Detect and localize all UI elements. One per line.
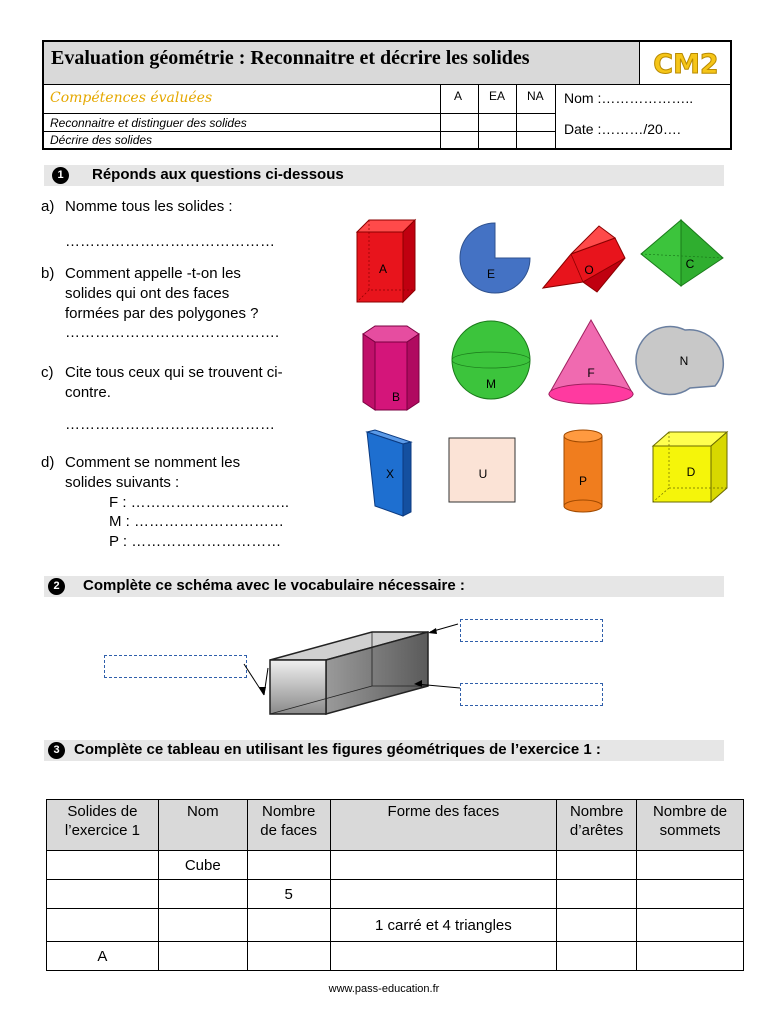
- solid-label-u: U: [478, 467, 488, 481]
- table-cell[interactable]: 5: [247, 880, 330, 909]
- table-cell[interactable]: [557, 942, 637, 971]
- table-cell[interactable]: 1 carré et 4 triangles: [330, 909, 557, 942]
- table-cell[interactable]: [47, 880, 159, 909]
- answer-line-b: …………………………………….: [65, 324, 280, 341]
- exercise2-header: [44, 576, 724, 597]
- answer-line-c: ……………………………………: [65, 416, 275, 433]
- fill-m: M : …………………………: [109, 513, 285, 530]
- table-cell[interactable]: [330, 851, 557, 880]
- solid-b: [363, 326, 419, 410]
- solid-a: [357, 220, 415, 302]
- col-header-forme: Forme des faces: [330, 800, 557, 851]
- table-cell[interactable]: [47, 851, 159, 880]
- prism-diagram: [240, 620, 470, 720]
- table-row: [47, 851, 744, 880]
- solid-n: [636, 327, 723, 395]
- table-row: [47, 942, 744, 971]
- name-field: Nom :………………..: [564, 90, 694, 106]
- exercise1-number: 1: [52, 167, 69, 184]
- table-cell[interactable]: [637, 851, 744, 880]
- solid-label-n: N: [679, 354, 689, 368]
- solid-f: [549, 320, 633, 404]
- solid-label-f: F: [587, 366, 595, 380]
- table-cell[interactable]: [330, 942, 557, 971]
- solid-label-p: P: [578, 474, 588, 488]
- level-badge-text: CM2: [653, 49, 719, 80]
- table-cell[interactable]: [247, 909, 330, 942]
- competences-label: Compétences évaluées: [50, 90, 213, 106]
- table-cell[interactable]: [247, 942, 330, 971]
- col-header-faces: Nombre de faces: [247, 800, 330, 851]
- table-cell[interactable]: [557, 909, 637, 942]
- label-box-left[interactable]: [104, 655, 247, 678]
- solid-label-c: C: [685, 257, 695, 271]
- solid-label-o: O: [584, 263, 594, 277]
- solid-d: [653, 432, 727, 502]
- table-row: [47, 880, 744, 909]
- table-cell[interactable]: Cube: [158, 851, 247, 880]
- table-cell[interactable]: [637, 880, 744, 909]
- label-box-bottom-right[interactable]: [460, 683, 603, 706]
- date-field: Date :………/20….: [564, 121, 681, 137]
- solids-table: [46, 799, 744, 971]
- table-cell[interactable]: [158, 942, 247, 971]
- table-row: [47, 909, 744, 942]
- col-header-sommets: Nombre de sommets: [637, 800, 744, 851]
- table-cell[interactable]: A: [47, 942, 159, 971]
- skill-describe: Décrire des solides: [50, 133, 153, 147]
- table-header-row: [47, 800, 744, 851]
- table-cell[interactable]: [637, 909, 744, 942]
- eval-col-na: NA: [527, 89, 544, 103]
- table-cell[interactable]: [330, 880, 557, 909]
- solid-label-e: E: [486, 267, 496, 281]
- table-cell[interactable]: [47, 909, 159, 942]
- table-cell[interactable]: [637, 942, 744, 971]
- table-cell[interactable]: [158, 909, 247, 942]
- exercise3-number: 3: [48, 742, 65, 759]
- solid-m: [452, 321, 530, 399]
- exercise2-number: 2: [48, 578, 65, 595]
- table-cell[interactable]: [158, 880, 247, 909]
- page-title: Evaluation géométrie : Reconnaitre et décrire les solides: [44, 42, 640, 85]
- header-box: [42, 40, 732, 150]
- solid-o: [543, 226, 625, 292]
- table-cell[interactable]: [247, 851, 330, 880]
- solid-p: [564, 430, 602, 512]
- solid-x: [367, 430, 411, 516]
- table-cell[interactable]: [557, 880, 637, 909]
- skill-recognize: Reconnaitre et distinguer des solides: [50, 116, 247, 130]
- solids-illustration: [345, 210, 745, 530]
- solid-c: [641, 220, 723, 286]
- footer-url[interactable]: www.pass-education.fr: [328, 983, 440, 995]
- fill-f: F : …………………………..: [109, 494, 290, 511]
- eval-col-ea: EA: [489, 89, 506, 103]
- table-cell[interactable]: [557, 851, 637, 880]
- col-header-solides: Solides de l’exercice 1: [47, 800, 159, 851]
- exercise3-header: [44, 740, 724, 761]
- exercise3-title: Complète ce tableau en utilisant les figures géométriques de l’exercice 1 :: [74, 741, 601, 758]
- exercise2-title: Complète ce schéma avec le vocabulaire nécessaire :: [83, 577, 465, 594]
- solid-e: [460, 223, 530, 293]
- exercise1-title: Réponds aux questions ci-dessous: [92, 166, 344, 183]
- col-header-nom: Nom: [158, 800, 247, 851]
- level-badge: [640, 42, 732, 85]
- exercise1-header: [44, 165, 724, 186]
- col-header-aretes: Nombre d’arêtes: [557, 800, 637, 851]
- answer-line-a: ……………………………………: [65, 233, 275, 250]
- solid-label-x: X: [385, 467, 395, 481]
- label-box-top-right[interactable]: [460, 619, 603, 642]
- eval-col-a: A: [454, 89, 463, 103]
- fill-p: P : …………………………: [109, 533, 282, 550]
- solid-label-a: A: [378, 262, 388, 276]
- solid-u: [449, 438, 515, 502]
- solid-label-m: M: [486, 377, 496, 391]
- solid-label-b: B: [391, 390, 401, 404]
- solid-label-d: D: [686, 465, 696, 479]
